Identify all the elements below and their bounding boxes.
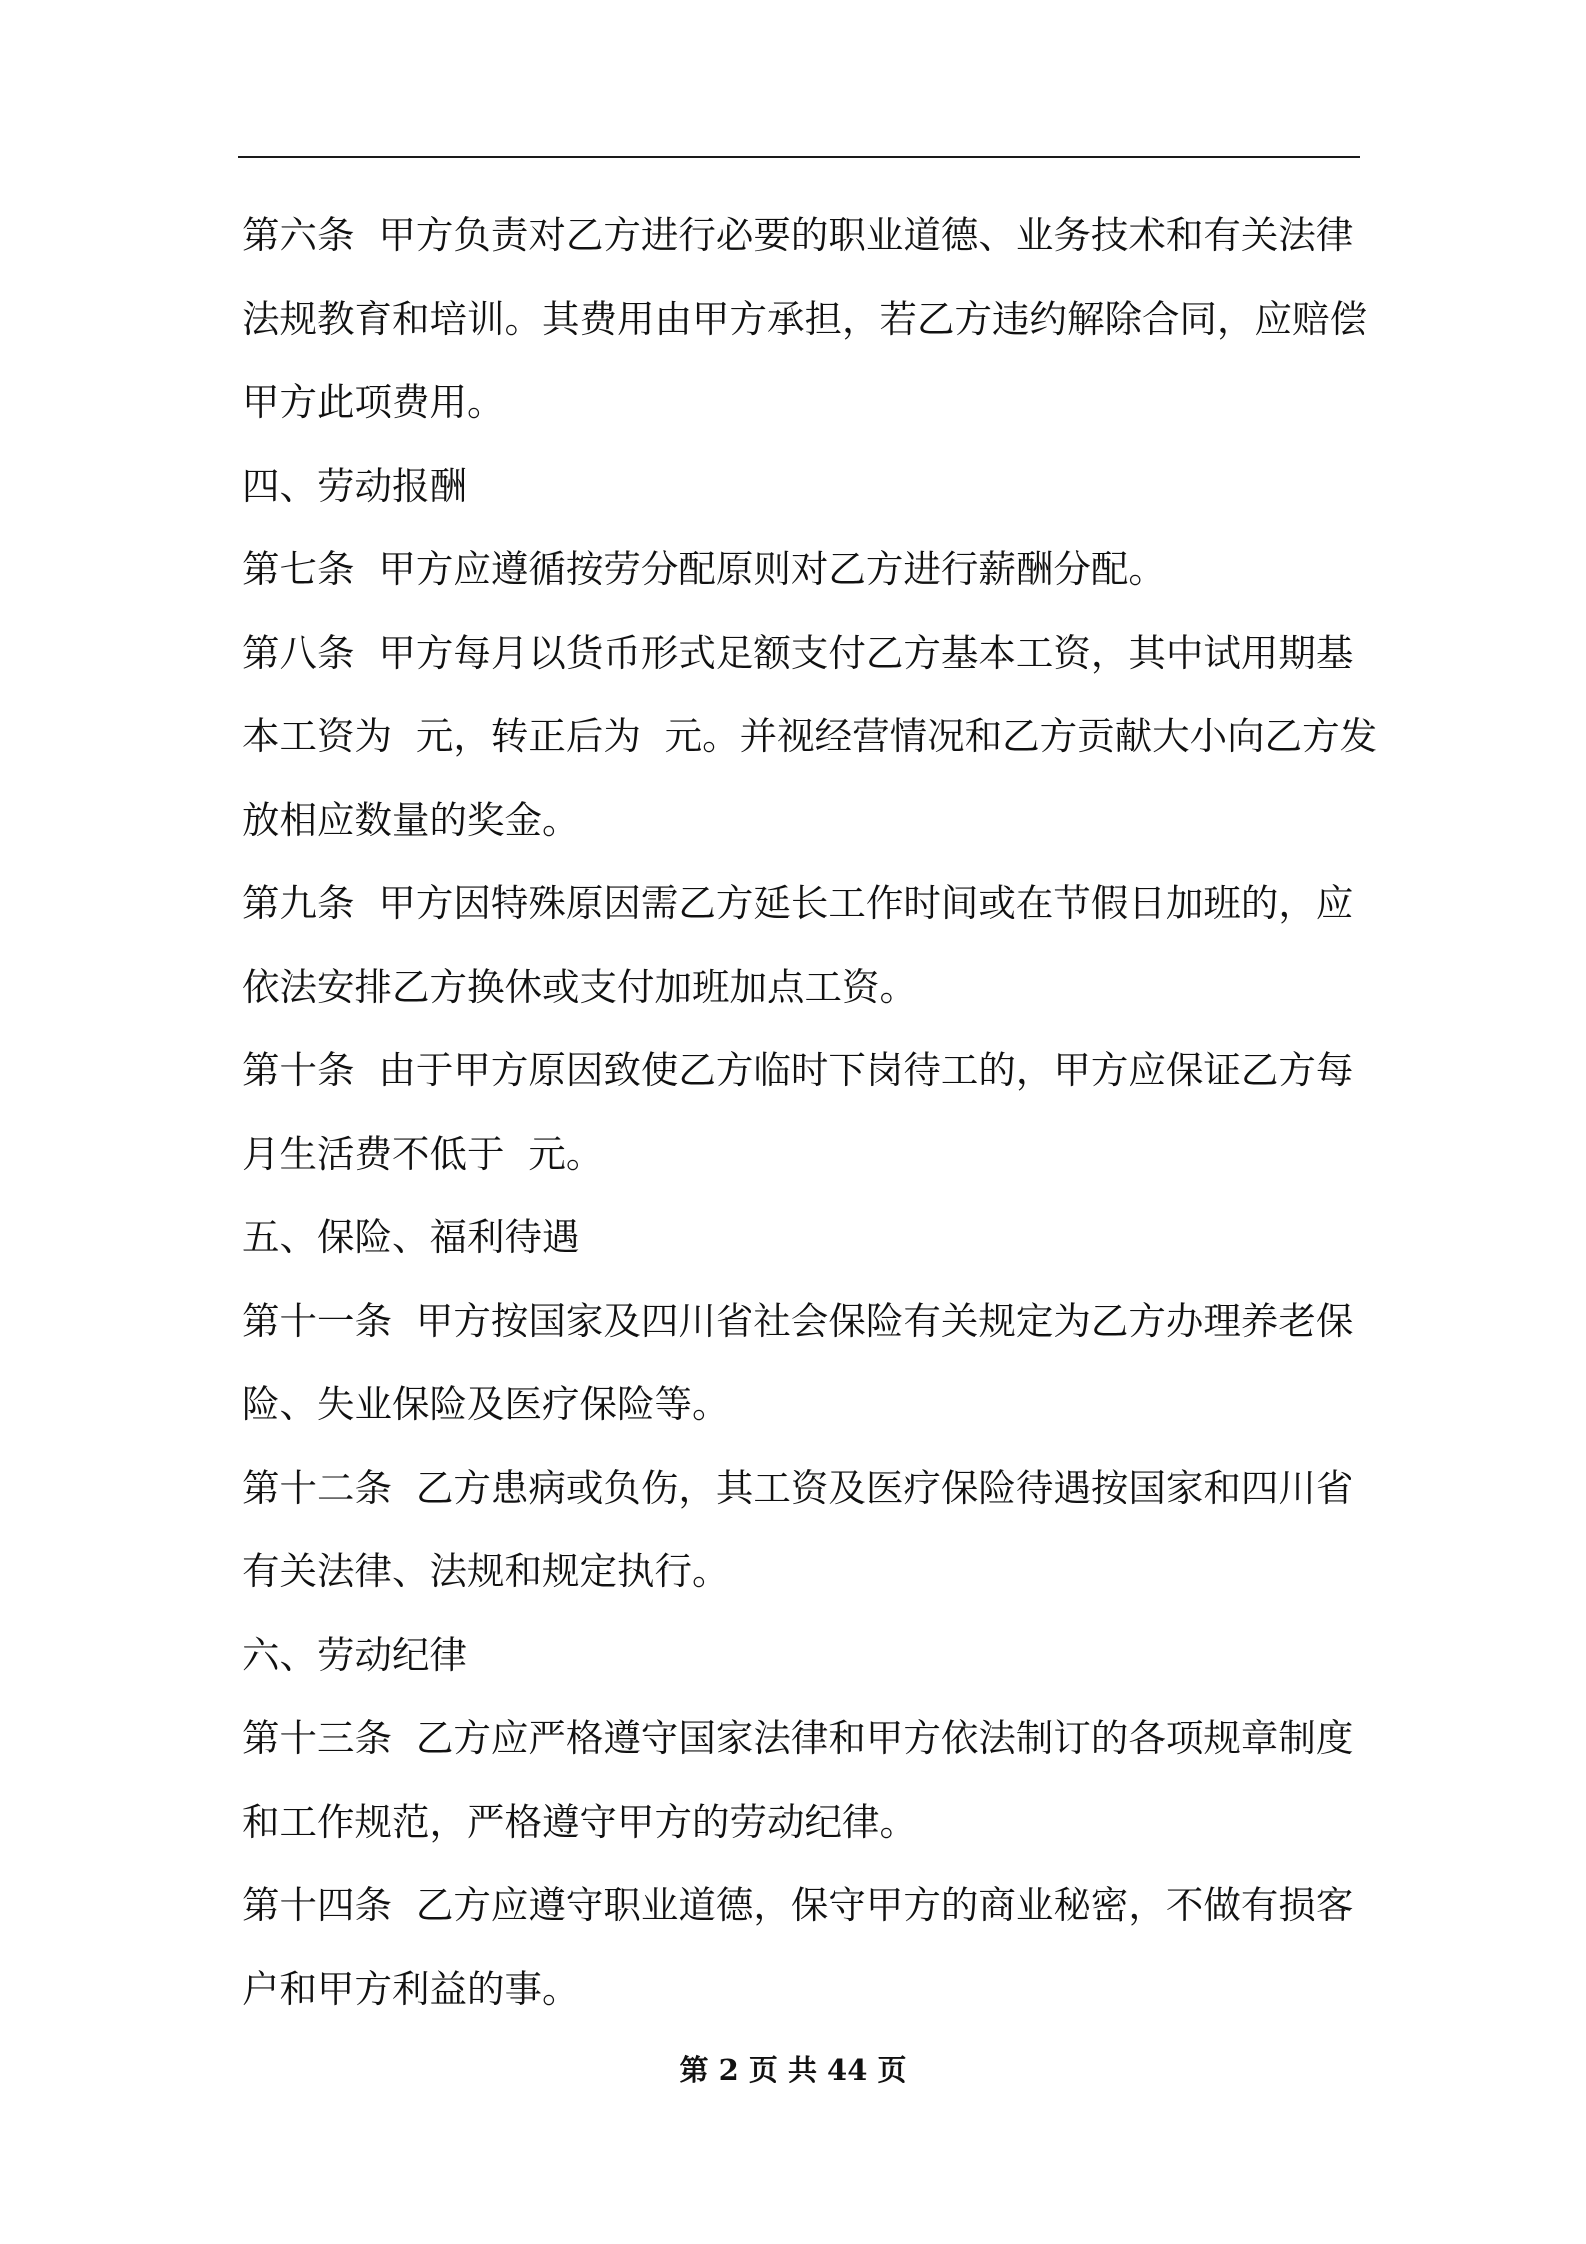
text-line: 第九条 甲方因特殊原因需乙方延长工作时间或在节假日加班的，应 (242, 881, 1354, 925)
text-line: 本工资为 元，转正后为 元。并视经营情况和乙方贡献大小向乙方发 (242, 714, 1378, 758)
text-line: 第十三条 乙方应严格遵守国家法律和甲方依法制订的各项规章制度 (242, 1716, 1354, 1760)
text-line: 月生活费不低于 元。 (242, 1131, 604, 1176)
text-line: 甲方此项费用。 (242, 380, 505, 424)
text-line: 第十四条 乙方应遵守职业道德，保守甲方的商业秘密，不做有损客 (242, 1883, 1354, 1927)
text-line: 第十条 由于甲方原因致使乙方临时下岗待工的，甲方应保证乙方每 (242, 1048, 1354, 1092)
text-line: 第七条 甲方应遵循按劳分配原则对乙方进行薪酬分配。 (242, 547, 1166, 591)
section-heading: 五、保险、福利待遇 (242, 1215, 580, 1259)
text-line: 有关法律、法规和规定执行。 (242, 1549, 730, 1593)
section-heading: 四、劳动报酬 (242, 463, 467, 508)
text-line: 依法安排乙方换休或支付加班加点工资。 (242, 964, 917, 1009)
text-line: 和工作规范，严格遵守甲方的劳动纪律。 (242, 1799, 917, 1844)
text-line: 放相应数量的奖金。 (242, 797, 580, 842)
section-heading: 六、劳动纪律 (242, 1632, 467, 1677)
text-line: 第六条 甲方负责对乙方进行必要的职业道德、业务技术和有关法律 (242, 213, 1354, 257)
text-line: 第十一条 甲方按国家及四川省社会保险有关规定为乙方办理养老保 (242, 1298, 1354, 1343)
text-line: 户和甲方利益的事。 (242, 1966, 580, 2011)
text-line: 险、失业保险及医疗保险等。 (242, 1382, 730, 1426)
text-line: 第十二条 乙方患病或负伤，其工资及医疗保险待遇按国家和四川省 (242, 1465, 1354, 1510)
header-rule (238, 156, 1360, 158)
page-number: 第 2 页 共 44 页 (679, 2053, 907, 2087)
document-body (242, 194, 1378, 2031)
text-line: 法规教育和培训。其费用由甲方承担，若乙方违约解除合同，应赔偿 (242, 296, 1367, 341)
text-line: 第八条 甲方每月以货币形式足额支付乙方基本工资，其中试用期基 (242, 630, 1354, 675)
